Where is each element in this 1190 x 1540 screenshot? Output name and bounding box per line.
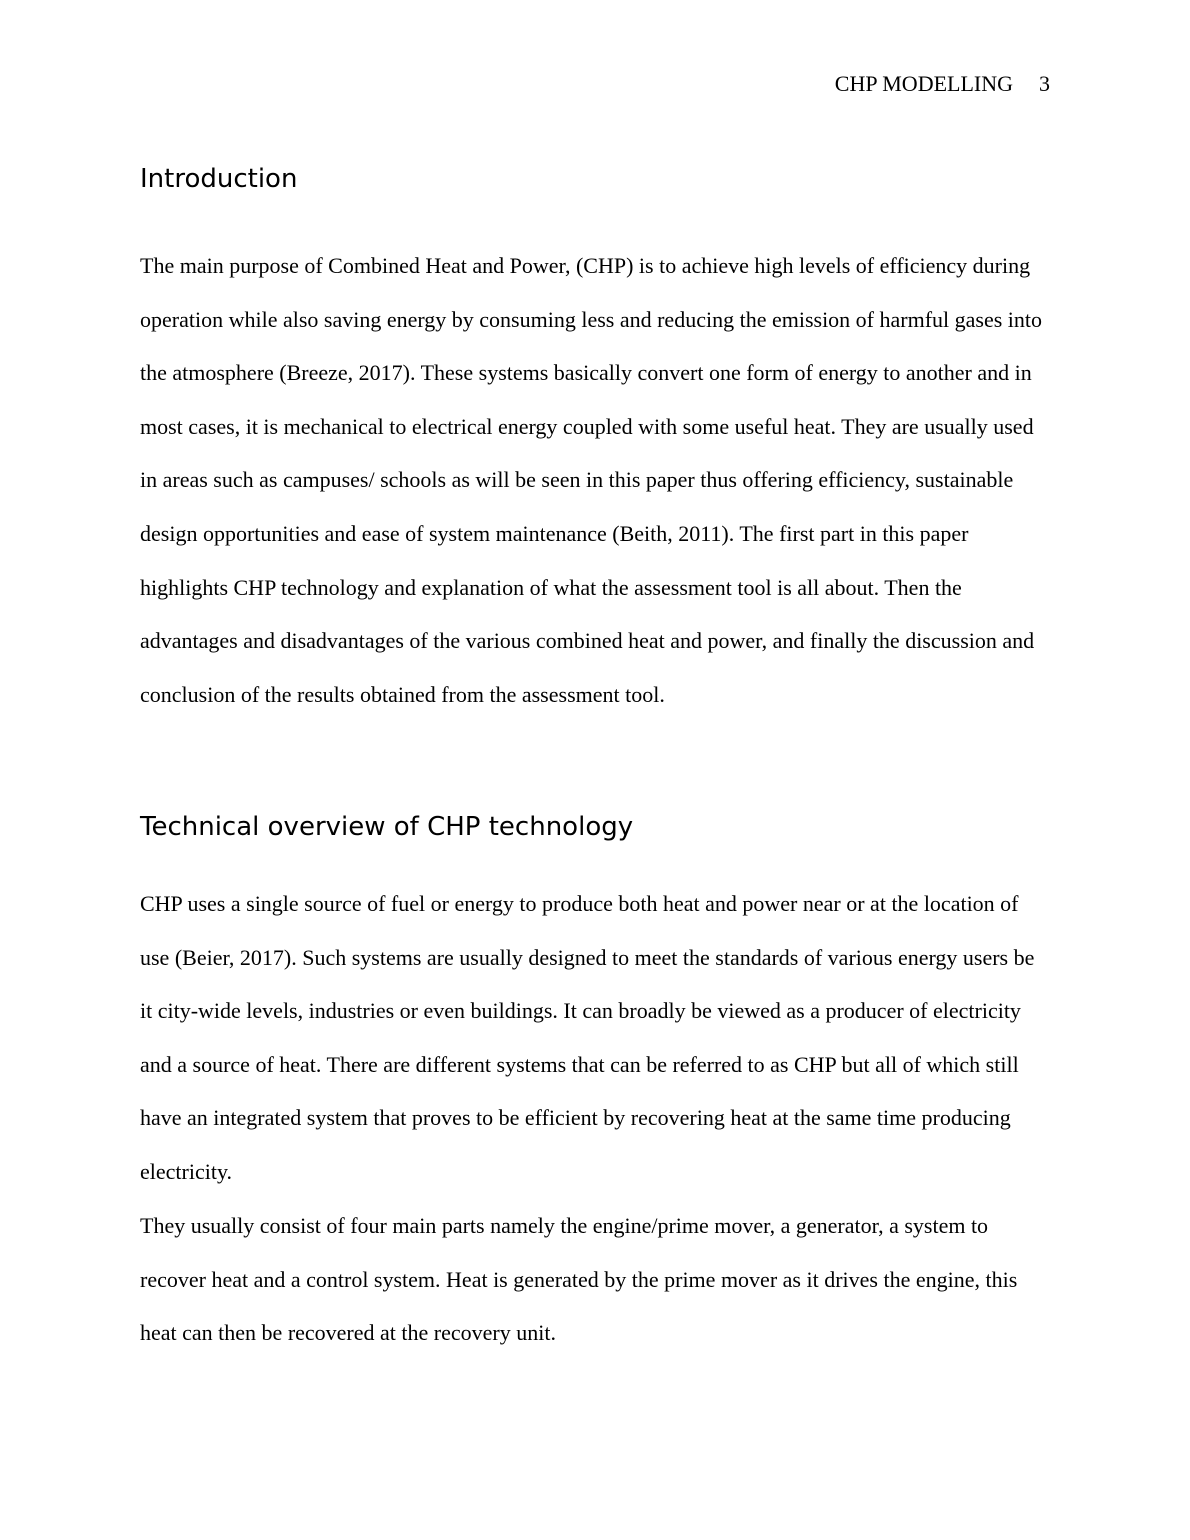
running-title: CHP MODELLING [834,71,1013,96]
page-number: 3 [1039,71,1050,96]
section-heading-technical-overview: Technical overview of CHP technology [140,812,634,842]
running-header [835,70,1050,98]
section-heading-introduction: Introduction [140,164,298,194]
technical-overview-paragraph-1: CHP uses a single source of fuel or energy to produce both heat and power near or at the location of use (Beier, 2017). Such systems are usually designed to meet the standards of various energy users be it city-wide levels, industries or even buildings. It can broadly be viewed as a producer of electricity and a source of heat. There are different systems that can be referred to as CHP but all of which still have an integrated system that proves to be efficient by recovering heat at the same time producing electricity. [140,891,1035,1184]
introduction-paragraph: The main purpose of Combined Heat and Power, (CHP) is to achieve high levels of efficiency during operation while also saving energy by consuming less and reducing the emission of harmful gases into the atmosphere (Breeze, 2017). These systems basically convert one form of energy to another and in most cases, it is mechanical to electrical energy coupled with some useful heat. They are usually used in areas such as campuses/ schools as will be seen in this paper thus offering efficiency, sustainable design opportunities and ease of system maintenance (Beith, 2011). The first part in this paper highlights CHP technology and explanation of what the assessment tool is all about. Then the advantages and disadvantages of the various combined heat and power, and finally the discussion and conclusion of the results obtained from the assessment tool. [140,253,1043,707]
technical-overview-paragraph-2: They usually consist of four main parts namely the engine/prime mover, a generator, a system to recover heat and a control system. Heat is generated by the prime mover as it drives the engine, this heat can then be recovered at the recovery unit. [140,1213,1018,1346]
